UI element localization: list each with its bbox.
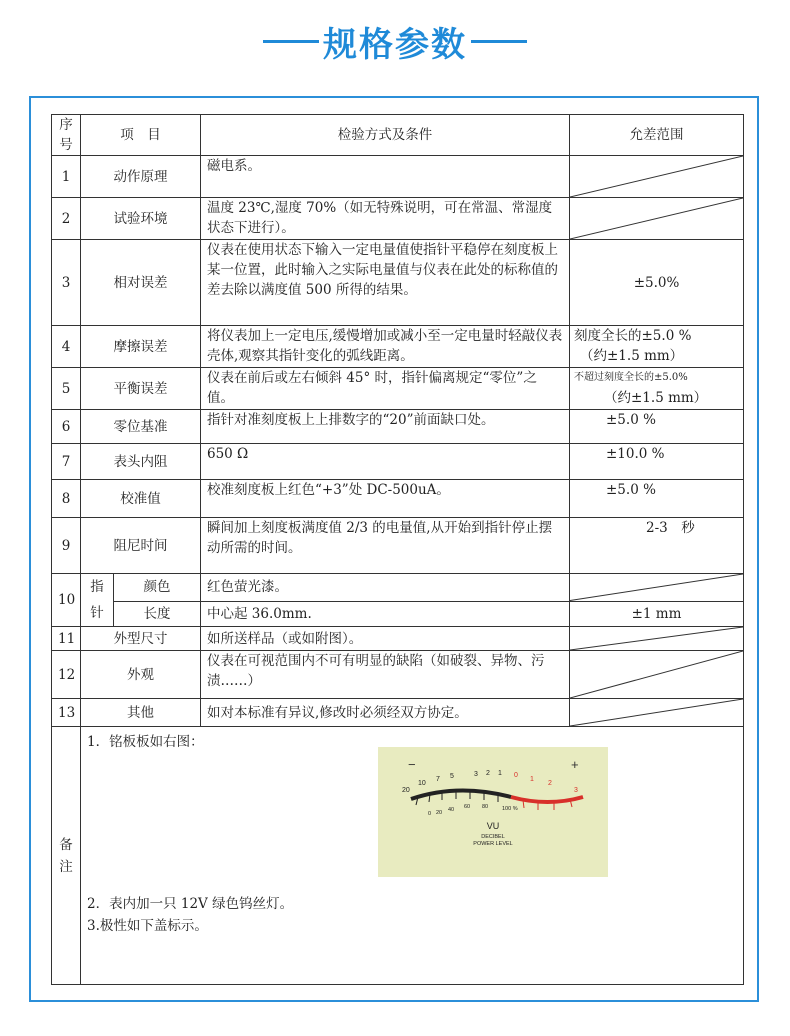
row-tolerance: ±5.0% bbox=[570, 240, 744, 326]
minus-sign: − bbox=[408, 757, 416, 772]
scale-label: 20 bbox=[402, 787, 410, 794]
scale-label: 0 bbox=[514, 772, 518, 779]
vu-label: VU bbox=[486, 821, 500, 831]
table-row bbox=[52, 518, 744, 574]
scale-label: 80 bbox=[482, 804, 489, 810]
table-row bbox=[52, 699, 744, 727]
row-no: 3 bbox=[52, 240, 81, 326]
tolerance-empty-cell bbox=[570, 574, 744, 602]
row-item: 校准值 bbox=[81, 480, 201, 518]
table-row bbox=[52, 240, 744, 326]
row-no: 5 bbox=[52, 368, 81, 410]
row-no: 13 bbox=[52, 699, 81, 727]
power-level-label: POWER LEVEL bbox=[473, 841, 513, 847]
row-item: 相对误差 bbox=[81, 240, 201, 326]
decibel-label: DECIBEL bbox=[481, 834, 505, 840]
header-item: 项 目 bbox=[81, 115, 201, 156]
tolerance-empty-cell bbox=[570, 651, 744, 699]
row-method: 如对本标准有异议,修改时必须经双方协定。 bbox=[201, 699, 570, 727]
scale-label: 0 bbox=[428, 811, 432, 817]
tolerance-empty-cell bbox=[570, 156, 744, 198]
table-row bbox=[52, 156, 744, 198]
row-item: 外观 bbox=[81, 651, 201, 699]
row-tolerance: ±5.0 % bbox=[570, 480, 744, 518]
header-tolerance: 允差范围 bbox=[570, 115, 744, 156]
row-tolerance bbox=[570, 368, 744, 410]
tolerance-line: （约±1.5 mm） bbox=[604, 390, 708, 406]
scale-label: 40 bbox=[448, 807, 455, 813]
vu-nameplate-image bbox=[378, 747, 608, 877]
row-method: 仪表在前后或左右倾斜 45° 时，指针偏离规定“零位”之值。 bbox=[201, 368, 570, 410]
row-tolerance: 2-3 秒 bbox=[570, 518, 744, 574]
row-item: 平衡误差 bbox=[81, 368, 201, 410]
title-text: 规格参数 bbox=[323, 24, 467, 65]
header-method: 检验方式及条件 bbox=[201, 115, 570, 156]
row-method: 指针对准刻度板上上排数字的“20”前面缺口处。 bbox=[201, 410, 570, 444]
row-no: 11 bbox=[52, 627, 81, 651]
title-left-dash bbox=[263, 40, 319, 43]
note-line: 1．铭板板如右图： bbox=[87, 734, 204, 750]
scale-label: 100 % bbox=[502, 806, 518, 812]
table-row bbox=[52, 651, 744, 699]
table-row bbox=[52, 444, 744, 480]
scale-label: 3 bbox=[574, 787, 578, 794]
row-method: 中心起 36.0mm. bbox=[201, 601, 570, 626]
table-row bbox=[52, 368, 744, 410]
scale-label: 10 bbox=[418, 780, 426, 787]
note-line: 3.极性如下盖标示。 bbox=[87, 918, 208, 934]
row-method: 仪表在使用状态下输入一定电量值使指针平稳停在刻度板上某一位置，此时输入之实际电量值与仪表在此处的标称值的差去除以满度值 500 所得的结果。 bbox=[201, 240, 570, 326]
row-method: 校准刻度板上红色“+3”处 DC-500uA。 bbox=[201, 480, 570, 518]
scale-label: 2 bbox=[486, 770, 490, 777]
row-subitem: 颜色 bbox=[114, 574, 201, 602]
scale-label: 20 bbox=[436, 810, 443, 816]
tolerance-empty-cell bbox=[570, 198, 744, 240]
tolerance-line: 不超过刻度全长的±5.0% bbox=[574, 372, 688, 383]
row-method: 温度 23℃,湿度 70%（如无特殊说明，可在常温、常湿度状态下进行）。 bbox=[201, 198, 570, 240]
tolerance-empty-cell bbox=[570, 627, 744, 651]
row-item: 动作原理 bbox=[81, 156, 201, 198]
row-item: 指针 bbox=[81, 574, 114, 627]
scale-label: 1 bbox=[530, 776, 534, 783]
table-row bbox=[52, 198, 744, 240]
table-row bbox=[52, 627, 744, 651]
row-method: 将仪表加上一定电压,缓慢增加或减小至一定电量时轻敲仪表壳体,观察其指针变化的弧线距离。 bbox=[201, 326, 570, 368]
row-item: 试验环境 bbox=[81, 198, 201, 240]
scale-label: 3 bbox=[474, 771, 478, 778]
row-tolerance bbox=[570, 326, 744, 368]
scale-label: 60 bbox=[464, 804, 471, 810]
scale-label: 5 bbox=[450, 773, 454, 780]
row-tolerance: ±10.0 % bbox=[570, 444, 744, 480]
note-line: 2．表内加一只 12V 绿色钨丝灯。 bbox=[87, 896, 294, 912]
row-no: 7 bbox=[52, 444, 81, 480]
row-method: 650 Ω bbox=[201, 444, 570, 480]
table-row bbox=[52, 601, 744, 626]
header-no: 序号 bbox=[52, 115, 81, 156]
row-method: 红色萤光漆。 bbox=[201, 574, 570, 602]
row-item: 阻尼时间 bbox=[81, 518, 201, 574]
row-no: 8 bbox=[52, 480, 81, 518]
tolerance-line: （约±1.5 mm） bbox=[580, 348, 684, 364]
row-tolerance: ±1 mm bbox=[570, 601, 744, 626]
row-item: 外型尺寸 bbox=[81, 627, 201, 651]
row-method: 如所送样品（或如附图）。 bbox=[201, 627, 570, 651]
row-method: 磁电系。 bbox=[201, 156, 570, 198]
tolerance-line: 刻度全长的±5.0 % bbox=[574, 328, 692, 344]
table-row bbox=[52, 574, 744, 602]
row-no: 2 bbox=[52, 198, 81, 240]
row-item: 摩擦误差 bbox=[81, 326, 201, 368]
row-no: 4 bbox=[52, 326, 81, 368]
row-no: 12 bbox=[52, 651, 81, 699]
row-method: 瞬间加上刻度板满度值 2/3 的电量值,从开始到指针停止摆动所需的时间。 bbox=[201, 518, 570, 574]
row-method: 仪表在可视范围内不可有明显的缺陷（如破裂、异物、污渍……） bbox=[201, 651, 570, 699]
notes-label: 备注 bbox=[52, 727, 81, 985]
row-no: 10 bbox=[52, 574, 81, 627]
row-no: 9 bbox=[52, 518, 81, 574]
row-item: 其他 bbox=[81, 699, 201, 727]
row-no: 1 bbox=[52, 156, 81, 198]
row-item: 表头内阻 bbox=[81, 444, 201, 480]
table-row bbox=[52, 410, 744, 444]
row-tolerance: ±5.0 % bbox=[570, 410, 744, 444]
plus-sign: + bbox=[571, 757, 579, 772]
page-title bbox=[0, 14, 790, 68]
table-row bbox=[52, 480, 744, 518]
scale-label: 1 bbox=[498, 770, 502, 777]
scale-label: 2 bbox=[548, 780, 552, 787]
row-no: 6 bbox=[52, 410, 81, 444]
table-row bbox=[52, 326, 744, 368]
row-subitem: 长度 bbox=[114, 601, 201, 626]
scale-label: 7 bbox=[436, 776, 440, 783]
table-header-row bbox=[52, 115, 744, 156]
title-right-dash bbox=[471, 40, 527, 43]
tolerance-empty-cell bbox=[570, 699, 744, 727]
row-item: 零位基准 bbox=[81, 410, 201, 444]
